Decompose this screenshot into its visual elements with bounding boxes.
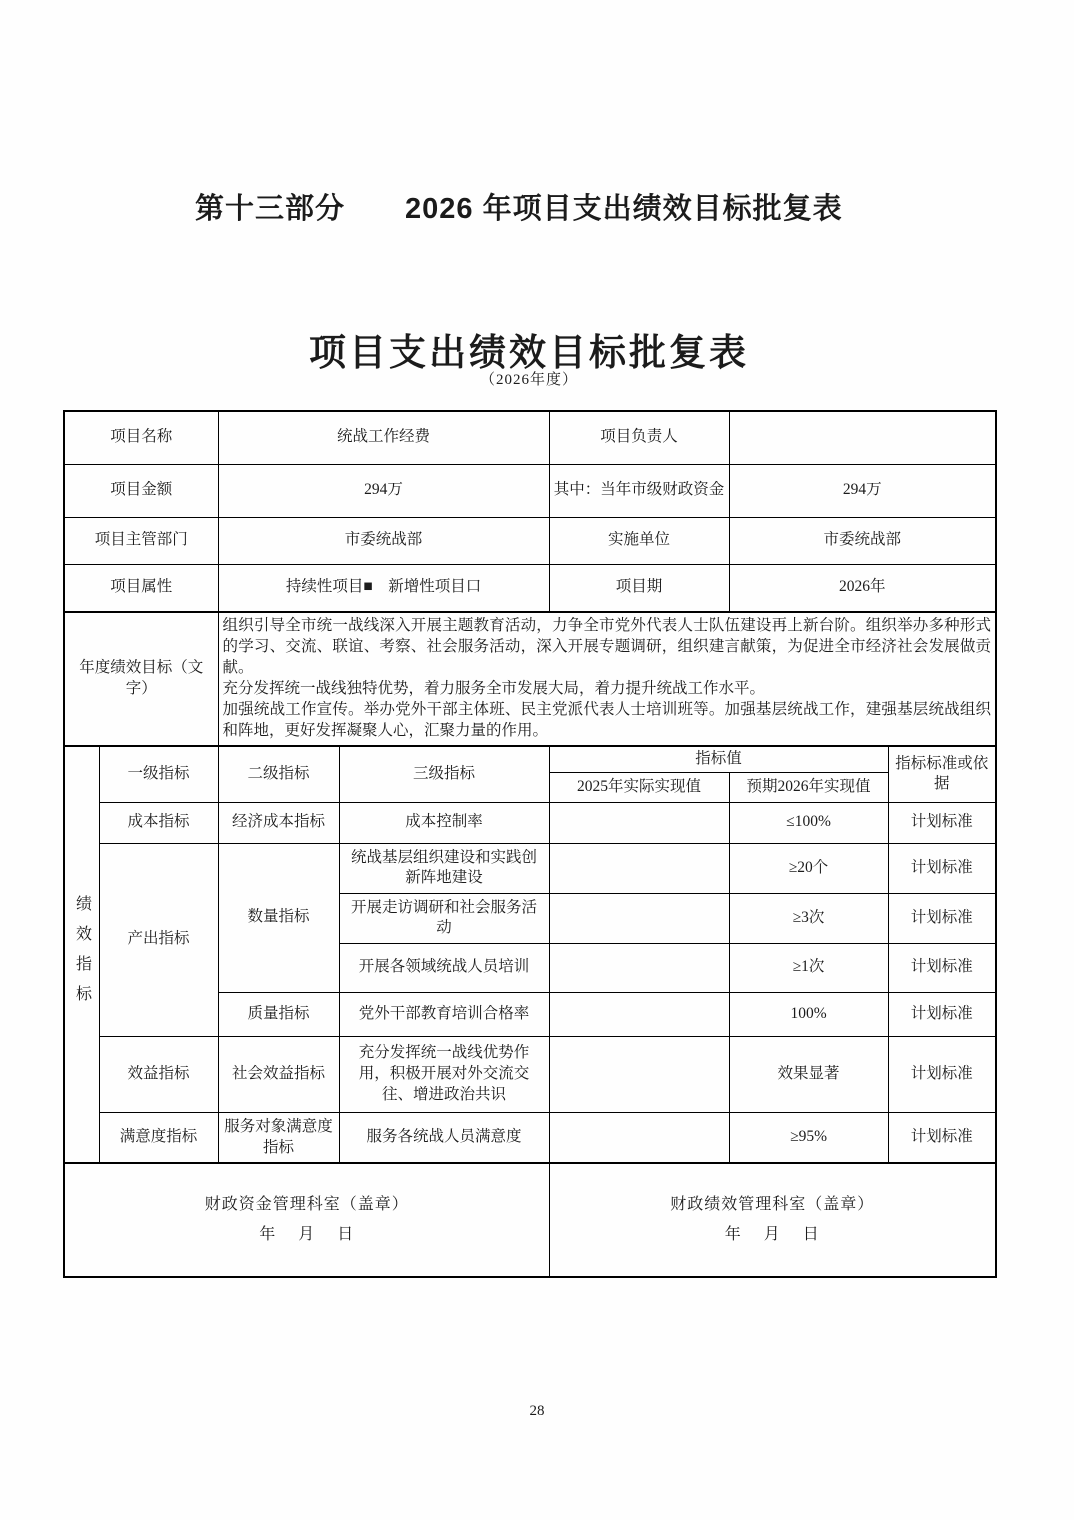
header-standard: 指标标准或依据	[888, 746, 996, 802]
indicator-header-row	[64, 746, 996, 772]
cell-2026-research-service: ≥3次	[729, 893, 888, 943]
performance-target-table	[63, 410, 997, 1278]
cell-std-research-service: 计划标准	[888, 893, 996, 943]
cell-2026-pass-rate: 100%	[729, 992, 888, 1036]
cell-2026-exchange: 效果显著	[729, 1036, 888, 1112]
value-project-name: 统战工作经费	[218, 411, 549, 464]
info-row-department	[64, 517, 996, 564]
cell-level1-benefit: 效益指标	[99, 1036, 218, 1112]
header-level2: 二级指标	[218, 746, 339, 802]
cell-std-exchange: 计划标准	[888, 1036, 996, 1112]
cell-level3-training: 开展各领域统战人员培训	[339, 943, 549, 992]
label-project-name: 项目名称	[64, 411, 218, 464]
signature-right-title: 财政绩效管理科室（盖章）	[670, 1196, 875, 1214]
value-city-fiscal-fund: 294万	[729, 464, 996, 517]
value-project-period: 2026年	[729, 564, 996, 612]
cell-std-pass-rate: 计划标准	[888, 992, 996, 1036]
header-2026-expected: 预期2026年实现值	[729, 772, 888, 802]
section-heading: 第十三部分 2026 年项目支出绩效目标批复表	[195, 193, 843, 225]
indicator-row-satisfaction	[64, 1112, 996, 1163]
indicator-row-benefit	[64, 1036, 996, 1112]
cell-2026-cost: ≤100%	[729, 802, 888, 843]
label-implement-unit: 实施单位	[549, 517, 729, 564]
side-label-cell	[64, 746, 99, 1163]
cell-std-cost: 计划标准	[888, 802, 996, 843]
page-number: 28	[529, 1403, 545, 1419]
header-level3: 三级指标	[339, 746, 549, 802]
info-row-attribute	[64, 564, 996, 612]
indicator-row-cost	[64, 802, 996, 843]
cell-level3-personnel-satisfaction: 服务各统战人员满意度	[339, 1112, 549, 1163]
indicator-row-output-1	[64, 843, 996, 893]
side-label-performance-indicators: 绩效指标	[73, 894, 91, 1015]
cell-2025-pass-rate	[549, 992, 729, 1036]
signature-left-date: 年 月 日	[259, 1226, 355, 1244]
cell-level2-service-satisfaction: 服务对象满意度指标	[218, 1112, 339, 1163]
signature-right-date: 年 月 日	[724, 1226, 820, 1244]
signature-right-cell	[549, 1163, 996, 1277]
cell-level2-quality: 质量指标	[218, 992, 339, 1036]
cell-level3-exchange: 充分发挥统一战线优势作用，积极开展对外交流交往、增进政治共识	[339, 1036, 549, 1112]
info-row-project-amount	[64, 464, 996, 517]
cell-level3-cost-control: 成本控制率	[339, 802, 549, 843]
value-project-amount: 294万	[218, 464, 549, 517]
value-implement-unit: 市委统战部	[729, 517, 996, 564]
cell-level1-satisfaction: 满意度指标	[99, 1112, 218, 1163]
goal-paragraph-2: 充分发挥统一战线独特优势，着力服务全市发展大局，着力提升统战工作水平。	[222, 680, 766, 697]
header-level1: 一级指标	[99, 746, 218, 802]
cell-2025-cost	[549, 802, 729, 843]
label-city-fiscal-fund: 其中：当年市级财政资金	[549, 464, 729, 517]
cell-level3-base-building: 统战基层组织建设和实践创新阵地建设	[339, 843, 549, 893]
label-project-amount: 项目金额	[64, 464, 218, 517]
table-title: 项目支出绩效目标批复表	[309, 333, 749, 374]
cell-std-satisfaction: 计划标准	[888, 1112, 996, 1163]
cell-2026-training: ≥1次	[729, 943, 888, 992]
cell-2026-base-building: ≥20个	[729, 843, 888, 893]
cell-2025-satisfaction	[549, 1112, 729, 1163]
cell-level2-quantity: 数量指标	[218, 843, 339, 992]
cell-level3-research-service: 开展走访调研和社会服务活动	[339, 893, 549, 943]
label-annual-goal: 年度绩效目标（文字）	[64, 612, 218, 746]
goal-paragraph-3: 加强统战工作宣传。举办党外干部主体班、民主党派代表人士培训班等。加强基层统战工作，建强基层统战组织和阵地，更好发挥凝聚人心，汇聚力量的作用。	[222, 700, 992, 739]
cell-2025-exchange	[549, 1036, 729, 1112]
value-project-leader	[729, 411, 996, 464]
table-subtitle: （2026年度）	[479, 372, 578, 388]
label-project-leader: 项目负责人	[549, 411, 729, 464]
label-department: 项目主管部门	[64, 517, 218, 564]
cell-2025-base-building	[549, 843, 729, 893]
signature-row	[64, 1163, 996, 1277]
cell-std-training: 计划标准	[888, 943, 996, 992]
cell-std-base-building: 计划标准	[888, 843, 996, 893]
label-project-attribute: 项目属性	[64, 564, 218, 612]
header-2025-actual: 2025年实际实现值	[549, 772, 729, 802]
cell-level3-pass-rate: 党外干部教育培训合格率	[339, 992, 549, 1036]
cell-2025-research-service	[549, 893, 729, 943]
goal-paragraph-1: 组织引导全市统一战线深入开展主题教育活动，力争全市党外代表人士队伍建设再上新台阶。组织举办多种形式的学习、交流、联谊、考察、社会服务活动，深入开展专题调研，组织建言献策，为促进全市经济社会发展做贡献。	[222, 617, 992, 677]
cell-2025-training	[549, 943, 729, 992]
cell-level2-social-benefit: 社会效益指标	[218, 1036, 339, 1112]
signature-left-cell	[64, 1163, 549, 1277]
cell-level2-economic-cost: 经济成本指标	[218, 802, 339, 843]
cell-level1-output: 产出指标	[99, 843, 218, 1036]
info-row-project-name	[64, 411, 996, 464]
value-department: 市委统战部	[218, 517, 549, 564]
annual-goal-row	[64, 612, 996, 746]
header-indicator-value: 指标值	[549, 746, 888, 772]
label-project-period: 项目期	[549, 564, 729, 612]
cell-level1-cost: 成本指标	[99, 802, 218, 843]
value-project-attribute: 持续性项目■ 新增性项目口	[218, 564, 549, 612]
annual-goal-text	[218, 612, 996, 746]
cell-2026-satisfaction: ≥95%	[729, 1112, 888, 1163]
signature-left-title: 财政资金管理科室（盖章）	[204, 1196, 409, 1214]
